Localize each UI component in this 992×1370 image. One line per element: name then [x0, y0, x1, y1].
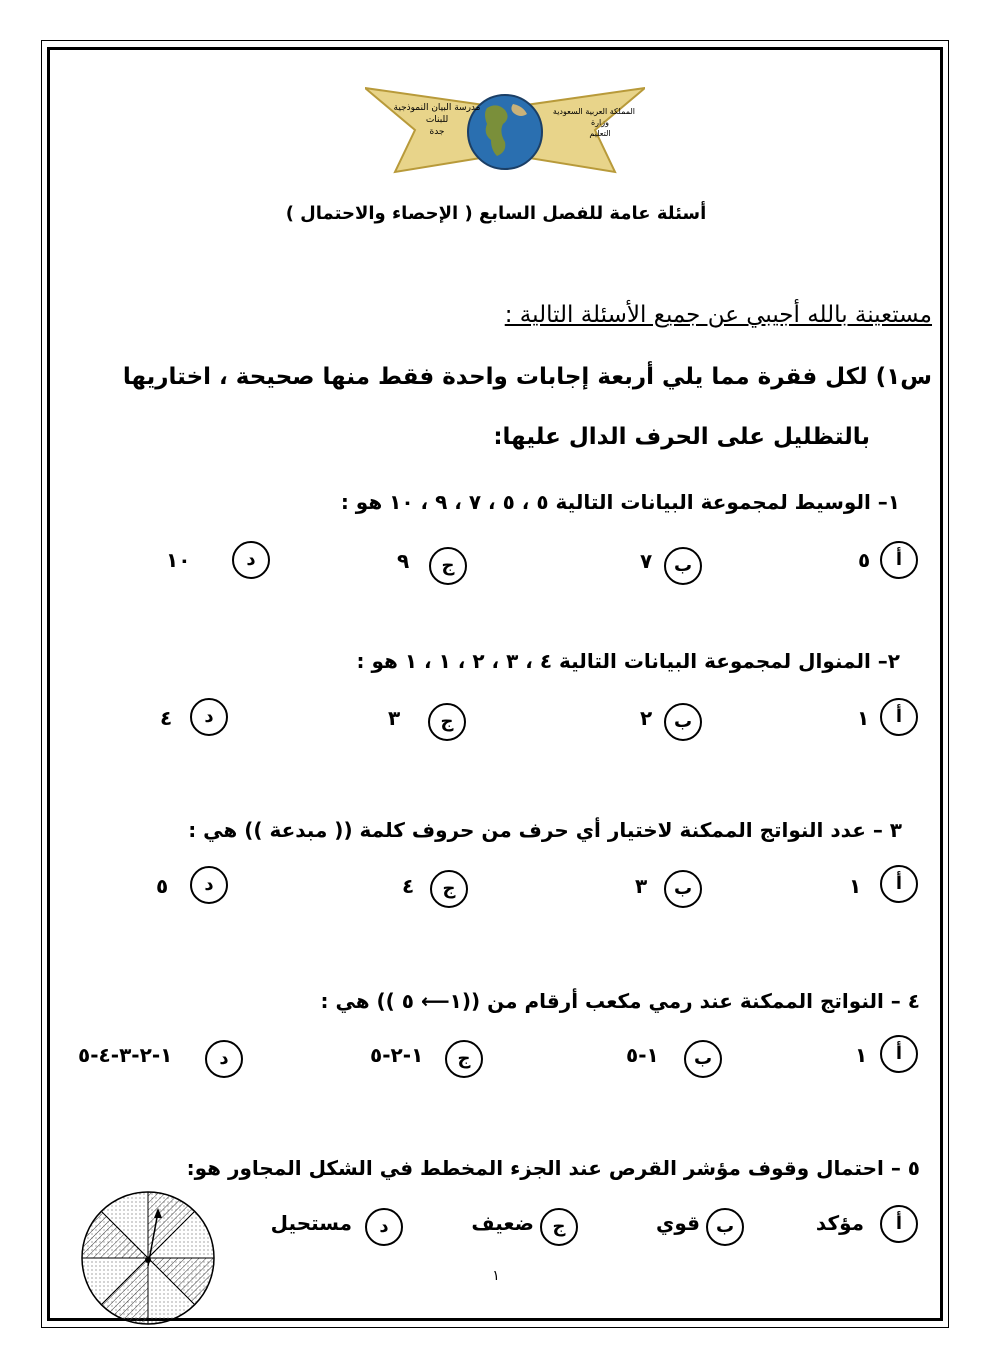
- instructions: مستعينة بالله أجيبي عن جميع الأسئلة التالية :: [504, 302, 932, 328]
- question-1-line2: بالتظليل على الحرف الدال عليها:: [493, 424, 870, 450]
- item-3-option-b-value: ٣: [635, 874, 648, 898]
- item-2-option-a[interactable]: أ: [880, 698, 918, 736]
- item-2-option-d-value: ٤: [160, 706, 173, 730]
- logo-left-text: مدرسة البيان النموذجية للبنات جدة: [393, 103, 481, 137]
- item-5-option-a[interactable]: أ: [880, 1205, 918, 1243]
- item-2-option-a-value: ١: [857, 706, 870, 730]
- question-1-line1: س١) لكل فقرة مما يلي أربعة إجابات واحدة فقط منها صحيحة ، اختاريها: [122, 364, 932, 390]
- item-2-option-b-value: ٢: [640, 706, 653, 730]
- item-5-option-c[interactable]: ج: [540, 1208, 578, 1246]
- page-title: أسئلة عامة للفصل السابع ( الإحصاء والاحتمال ): [285, 203, 707, 224]
- item-3-option-a[interactable]: أ: [880, 865, 918, 903]
- item-5-question: ٥ – احتمال وقوف مؤشر القرص عند الجزء المخطط في الشكل المجاور هو:: [186, 1156, 920, 1180]
- item-3-option-d-value: ٥: [156, 874, 169, 898]
- item-2-question: ٢– المنوال لمجموعة البيانات التالية ٤ ، ٣ ، ٢ ، ١ ، ١ هو :: [356, 649, 900, 673]
- page-border-inner: [47, 47, 943, 1321]
- item-1-option-a[interactable]: أ: [880, 541, 918, 579]
- item-1-option-c-value: ٩: [397, 549, 410, 573]
- item-4-option-a[interactable]: أ: [880, 1035, 918, 1073]
- item-5-option-c-value: ضعيف: [471, 1211, 534, 1235]
- item-1-option-d-value: ١٠: [166, 548, 191, 572]
- item-3-option-c[interactable]: ج: [430, 870, 468, 908]
- item-2-option-c[interactable]: ج: [428, 703, 466, 741]
- item-5-option-d[interactable]: د: [365, 1208, 403, 1246]
- school-logo: [365, 86, 645, 176]
- page-number: ١: [492, 1268, 500, 1284]
- item-2-option-d[interactable]: د: [190, 698, 228, 736]
- item-3-option-d[interactable]: د: [190, 866, 228, 904]
- item-3-option-b[interactable]: ب: [664, 870, 702, 908]
- item-1-option-c[interactable]: ج: [429, 547, 467, 585]
- item-1-option-d[interactable]: د: [232, 541, 270, 579]
- item-3-option-c-value: ٤: [402, 874, 415, 898]
- item-1-option-a-value: ٥: [858, 548, 871, 572]
- item-4-option-a-value: ١: [855, 1043, 868, 1067]
- spinner-figure: [78, 1188, 218, 1328]
- item-4-option-b[interactable]: ب: [684, 1040, 722, 1078]
- spinner-disc-icon: [78, 1188, 218, 1328]
- item-5-option-b[interactable]: ب: [706, 1208, 744, 1246]
- item-4-option-d[interactable]: د: [205, 1040, 243, 1078]
- item-1-option-b-value: ٧: [640, 549, 653, 573]
- item-5-option-a-value: مؤكد: [815, 1211, 864, 1235]
- item-5-option-b-value: قوي: [656, 1211, 700, 1235]
- item-3-question: ٣ – عدد النواتج الممكنة لاختيار أي حرف من حروف كلمة (( مبدعة )) هي :: [188, 818, 902, 842]
- item-2-option-c-value: ٣: [388, 706, 401, 730]
- item-4-option-c[interactable]: ج: [445, 1040, 483, 1078]
- item-4-option-c-value: ١-٢-٥: [370, 1043, 424, 1067]
- item-4-option-b-value: ١-٥: [626, 1043, 659, 1067]
- item-3-option-a-value: ١: [849, 874, 862, 898]
- item-2-option-b[interactable]: ب: [664, 703, 702, 741]
- item-5-option-d-value: مستحيل: [270, 1211, 352, 1235]
- logo-right-text: المملكة العربية السعودية وزارة التعليم: [552, 107, 635, 138]
- item-1-question: ١– الوسيط لمجموعة البيانات التالية ٥ ، ٥ ، ٧ ، ٩ ، ١٠ هو :: [340, 490, 900, 514]
- item-1-option-b[interactable]: ب: [664, 547, 702, 585]
- item-4-option-d-value: ١-٢-٣-٤-٥: [78, 1043, 173, 1067]
- item-4-question: ٤ – النواتج الممكنة عند رمي مكعب أرقام من ((١⟵ ٥ )) هي :: [320, 989, 920, 1013]
